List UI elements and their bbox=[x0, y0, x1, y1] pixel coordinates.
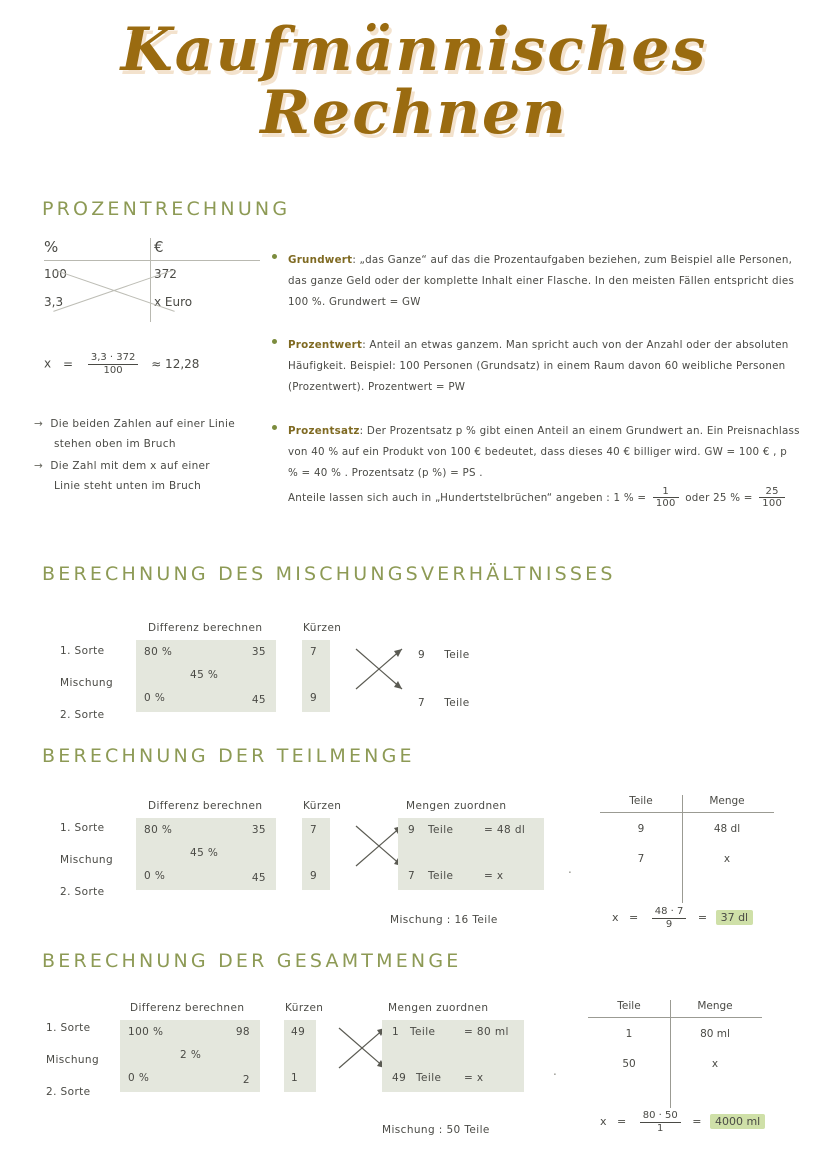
cell-sorte1-diff: 35 bbox=[251, 646, 266, 658]
definition-text: : „das Ganze“ auf das die Prozentaufgaben beziehen, zum Beispiel alle Personen, das ganze Geld oder der komplette Inhalt einer Flasche. In den meisten Fällen entspricht dies 100 %. Grundwert = GW bbox=[288, 254, 795, 309]
result-table-vertical-divider bbox=[682, 795, 683, 903]
bullet-dot-icon bbox=[272, 425, 277, 430]
note-line-4: Linie steht unten im Bruch bbox=[54, 479, 202, 492]
kuerzen-bottom: 1 bbox=[291, 1072, 299, 1084]
teilmenge-diff-box bbox=[136, 818, 276, 890]
bullet-dot-icon bbox=[272, 339, 277, 344]
cell-mischung-value: 45 % bbox=[190, 669, 219, 681]
definition-keyword: Prozentsatz bbox=[288, 424, 360, 437]
mischung-total-text: Mischung : 50 Teile bbox=[382, 1124, 490, 1136]
formula-x: x bbox=[44, 356, 52, 371]
result-fraction bbox=[652, 906, 687, 930]
cell-sorte2-value: 0 % bbox=[144, 692, 166, 704]
note-block-2: → Die Zahl mit dem x auf einer Linie steht unten im Bruch bbox=[34, 460, 210, 492]
cell-mischung-value: 2 % bbox=[180, 1049, 202, 1061]
percent-row2-left: 3,3 bbox=[44, 295, 64, 309]
header-differenz: Differenz berechnen bbox=[130, 1002, 245, 1014]
gesamtmenge-result-table bbox=[588, 1000, 768, 1070]
row-label-mischung: Mischung bbox=[60, 854, 114, 866]
teile-bottom-number: 7 bbox=[418, 697, 426, 709]
cell-sorte1-diff: 98 bbox=[235, 1026, 250, 1038]
gesamtmenge-row-labels bbox=[46, 1022, 99, 1098]
result-row2-teile: 50 bbox=[622, 1058, 636, 1070]
gesamtmenge-result-formula bbox=[600, 1110, 765, 1134]
teilmenge-mengen-box bbox=[398, 818, 544, 890]
result-row1-teile: 9 bbox=[637, 823, 645, 835]
mengen-top-unit: Teile bbox=[428, 824, 454, 836]
header-kuerzen: Kürzen bbox=[303, 622, 342, 634]
result-table-header-menge: Menge bbox=[709, 795, 745, 807]
result-value: 37 dl bbox=[716, 910, 754, 925]
gesamtmenge-mengen-header bbox=[388, 1002, 488, 1014]
fraction-numerator: 1 bbox=[653, 486, 679, 499]
mischung-diff-box bbox=[136, 640, 276, 712]
teilmenge-mengen-header bbox=[406, 800, 506, 812]
decorative-dot: . bbox=[568, 862, 572, 876]
result-table-vertical-divider bbox=[670, 1000, 671, 1108]
row-label-sorte2: 2. Sorte bbox=[60, 886, 105, 898]
kuerzen-top: 7 bbox=[310, 824, 318, 836]
heading-mischungsverhaeltnis: BERECHNUNG DES MISCHUNGSVERHÄLTNISSES bbox=[42, 563, 616, 585]
mengen-bottom-number: 7 bbox=[408, 870, 416, 882]
result-table-divider bbox=[600, 812, 774, 813]
formula-fraction bbox=[88, 352, 139, 376]
bullet-dot-icon bbox=[272, 254, 277, 259]
teilmenge-result-table bbox=[600, 795, 780, 865]
mischung-kuerzen-box bbox=[302, 640, 330, 712]
cell-sorte1-value: 100 % bbox=[128, 1026, 164, 1038]
result-numerator: 80 · 50 bbox=[640, 1110, 681, 1123]
teilmenge-row-labels bbox=[60, 822, 113, 898]
formula-result: ≈ 12,28 bbox=[151, 356, 200, 371]
row-label-sorte1: 1. Sorte bbox=[60, 822, 105, 834]
cell-sorte2-value: 0 % bbox=[128, 1072, 150, 1084]
result-numerator: 48 · 7 bbox=[652, 906, 687, 919]
result-row2-menge: x bbox=[723, 853, 731, 865]
header-differenz: Differenz berechnen bbox=[148, 800, 263, 812]
note-line-2: stehen oben im Bruch bbox=[54, 437, 176, 450]
header-mengen-zuordnen: Mengen zuordnen bbox=[406, 800, 507, 812]
formula-equals: = bbox=[62, 356, 73, 371]
row-label-sorte2: 2. Sorte bbox=[60, 709, 105, 721]
table-divider bbox=[44, 260, 260, 261]
mischung-kuerzen-header bbox=[303, 622, 341, 634]
gesamtmenge-kuerzen-header bbox=[285, 1002, 323, 1014]
cell-sorte1-value: 80 % bbox=[144, 646, 173, 658]
gesamtmenge-mischung-line bbox=[382, 1118, 490, 1137]
mengen-bottom-unit: Teile bbox=[416, 1072, 442, 1084]
header-mengen-zuordnen: Mengen zuordnen bbox=[388, 1002, 489, 1014]
header-differenz: Differenz berechnen bbox=[148, 622, 263, 634]
result-row1-menge: 48 dl bbox=[713, 823, 741, 835]
mengen-top-unit: Teile bbox=[410, 1026, 436, 1038]
title-line-1: Kaufmännisches bbox=[120, 15, 708, 85]
definition-text-3: oder 25 % = bbox=[685, 491, 753, 504]
cell-sorte2-diff: 2 bbox=[242, 1074, 250, 1086]
header-kuerzen: Kürzen bbox=[303, 800, 342, 812]
cell-sorte1-diff: 35 bbox=[251, 824, 266, 836]
result-denominator: 1 bbox=[657, 1122, 664, 1134]
result-table-header-menge: Menge bbox=[697, 1000, 733, 1012]
cross-arrows-icon bbox=[352, 645, 408, 693]
result-x: x bbox=[600, 1115, 607, 1128]
fraction-numerator: 25 bbox=[759, 486, 785, 499]
definition-keyword: Grundwert bbox=[288, 254, 353, 266]
mischung-total-text: Mischung : 16 Teile bbox=[390, 914, 498, 926]
definition-prozentwert bbox=[272, 335, 800, 398]
mischung-teile-bottom bbox=[418, 691, 470, 710]
row-label-sorte1: 1. Sorte bbox=[46, 1022, 91, 1034]
mengen-bottom-equals: = x bbox=[464, 1072, 484, 1084]
mengen-top-number: 1 bbox=[392, 1026, 400, 1038]
result-row1-teile: 1 bbox=[625, 1028, 633, 1040]
gesamtmenge-diff-box bbox=[120, 1020, 260, 1092]
teilmenge-mischung-line bbox=[390, 908, 498, 927]
header-kuerzen: Kürzen bbox=[285, 1002, 324, 1014]
cell-sorte2-diff: 45 bbox=[251, 872, 266, 884]
heading-teilmenge: BERECHNUNG DER TEILMENGE bbox=[42, 745, 415, 767]
definition-keyword: Prozentwert bbox=[288, 339, 363, 352]
mengen-top-equals: = 80 ml bbox=[464, 1026, 509, 1038]
definition-text: : Anteil an etwas ganzem. Man spricht auch von der Anzahl oder der absoluten Häufigkeit. Beispiel: 100 Personen (Grundsatz) in einem Raum davon 60 weibliche Personen (Prozentwert). Prozentwert = PW bbox=[288, 339, 789, 394]
result-equals-2: = bbox=[692, 1115, 702, 1128]
percent-row2-right: x Euro bbox=[154, 295, 193, 309]
cell-mischung-value: 45 % bbox=[190, 847, 219, 859]
percent-row1-right: 372 bbox=[154, 267, 177, 281]
definition-grundwert bbox=[272, 250, 800, 313]
row-label-sorte2: 2. Sorte bbox=[46, 1086, 91, 1098]
mischung-row-labels bbox=[60, 645, 113, 721]
result-equals: = bbox=[629, 911, 639, 924]
row-label-mischung: Mischung bbox=[60, 677, 114, 689]
heading-prozentrechnung: PROZENTRECHNUNG bbox=[42, 198, 291, 220]
mischung-teile-top bbox=[418, 643, 470, 662]
teile-bottom-label: Teile bbox=[444, 697, 470, 709]
teilmenge-kuerzen-box bbox=[302, 818, 330, 890]
gesamtmenge-kuerzen-box bbox=[284, 1020, 316, 1092]
result-row2-teile: 7 bbox=[637, 853, 645, 865]
mengen-top-equals: = 48 dl bbox=[484, 824, 526, 836]
cell-sorte2-value: 0 % bbox=[144, 870, 166, 882]
teilmenge-kuerzen-header bbox=[303, 800, 341, 812]
definition-text-2: Anteile lassen sich auch in „Hundertstelbrüchen“ angeben : 1 % = bbox=[288, 491, 647, 504]
kuerzen-top: 49 bbox=[291, 1026, 306, 1038]
result-table-header-teile: Teile bbox=[617, 1000, 641, 1012]
result-denominator: 9 bbox=[665, 918, 673, 930]
result-row1-menge: 80 ml bbox=[700, 1028, 730, 1040]
gesamtmenge-mengen-box bbox=[382, 1020, 524, 1092]
teilmenge-diff-header bbox=[148, 800, 262, 812]
result-value: 4000 ml bbox=[710, 1114, 765, 1129]
percent-col-header: % bbox=[44, 238, 59, 256]
cross-multiplication-mark bbox=[50, 268, 178, 312]
mengen-bottom-equals: = x bbox=[484, 870, 504, 882]
teile-top-number: 9 bbox=[418, 649, 426, 661]
formula-denominator: 100 bbox=[103, 364, 123, 376]
teile-top-label: Teile bbox=[444, 649, 470, 661]
percent-formula bbox=[44, 352, 199, 376]
note-line-1: Die beiden Zahlen auf einer Linie bbox=[50, 418, 235, 430]
formula-numerator: 3,3 · 372 bbox=[88, 352, 139, 365]
result-table-divider bbox=[588, 1017, 762, 1018]
row-label-mischung: Mischung bbox=[46, 1054, 100, 1066]
definitions-list bbox=[272, 250, 800, 532]
percent-row1-left: 100 bbox=[44, 267, 67, 281]
result-equals: = bbox=[617, 1115, 627, 1128]
fraction-denominator: 100 bbox=[655, 498, 676, 510]
mengen-top-number: 9 bbox=[408, 824, 416, 836]
result-row2-menge: x bbox=[711, 1058, 719, 1070]
result-equals-2: = bbox=[697, 911, 708, 924]
cell-sorte1-value: 80 % bbox=[144, 824, 173, 836]
fraction-denominator: 100 bbox=[762, 498, 783, 510]
mengen-bottom-unit: Teile bbox=[428, 870, 454, 882]
note-block-1: → Die beiden Zahlen auf einer Linie stehen oben im Bruch bbox=[34, 418, 235, 450]
decorative-dot: . bbox=[553, 1064, 557, 1078]
teilmenge-result-formula bbox=[612, 906, 753, 930]
mischung-cross-arrows bbox=[352, 645, 408, 697]
kuerzen-bottom: 9 bbox=[310, 870, 318, 882]
euro-col-header: € bbox=[154, 238, 164, 256]
heading-gesamtmenge: BERECHNUNG DER GESAMTMENGE bbox=[42, 950, 462, 972]
cell-sorte2-diff: 45 bbox=[251, 694, 266, 706]
fraction-twentyfive-hundredths bbox=[759, 486, 785, 510]
mengen-bottom-number: 49 bbox=[392, 1072, 407, 1084]
result-fraction bbox=[640, 1110, 681, 1134]
page-title bbox=[0, 0, 828, 148]
definition-text: : Der Prozentsatz p % gibt einen Anteil an einem Grundwert an. Ein Preisnachlass von 40 % auf ein Produkt von 100 € bedeutet, dass dieses 40 € billiger wird. GW = 100 € , p % = 40 % . Prozentsatz (p %) = PS . bbox=[288, 424, 800, 479]
row-label-sorte1: 1. Sorte bbox=[60, 645, 105, 657]
note-line-3: Die Zahl mit dem x auf einer bbox=[50, 460, 210, 472]
kuerzen-top: 7 bbox=[310, 646, 318, 658]
gesamtmenge-diff-header bbox=[130, 1002, 244, 1014]
fraction-one-hundredth bbox=[653, 486, 679, 510]
title-line-2: Rechnen bbox=[260, 78, 568, 148]
result-table-header-teile: Teile bbox=[629, 795, 653, 807]
definition-prozentsatz bbox=[272, 421, 800, 510]
kuerzen-bottom: 9 bbox=[310, 692, 318, 704]
result-x: x bbox=[612, 911, 619, 924]
mischung-diff-header bbox=[148, 622, 262, 634]
